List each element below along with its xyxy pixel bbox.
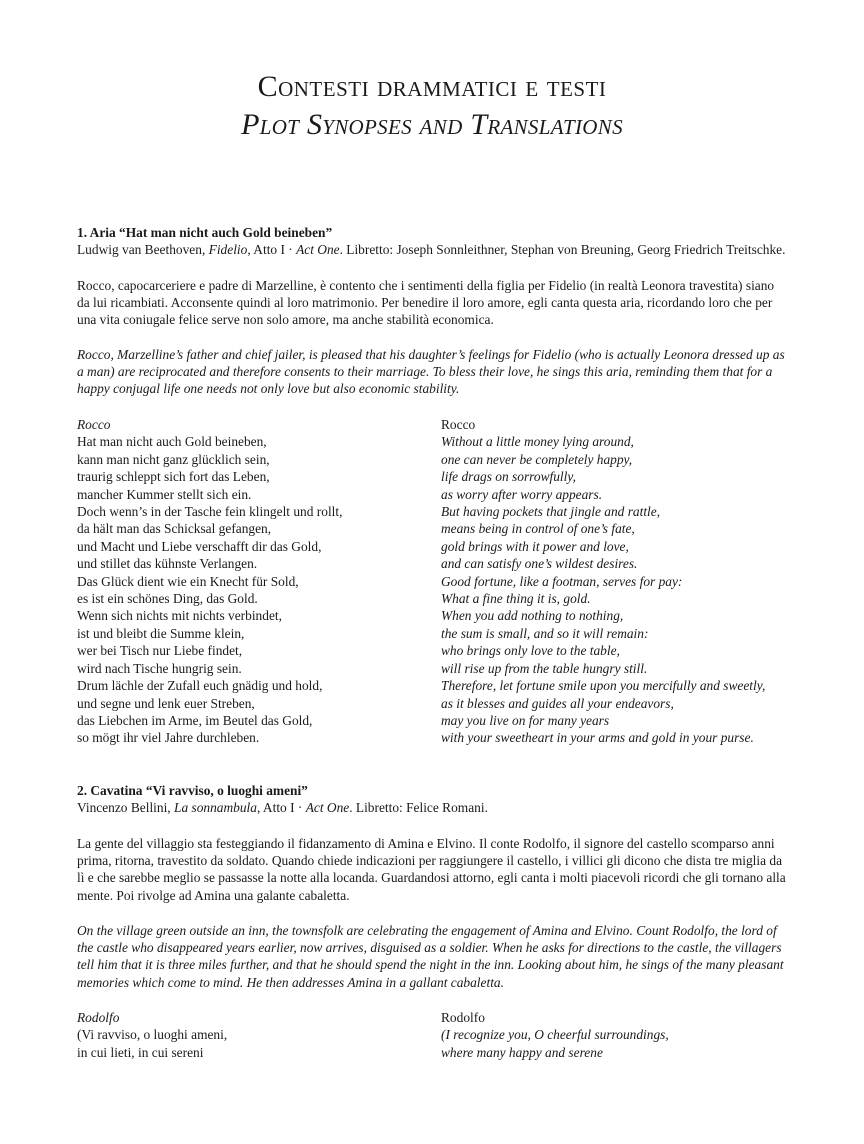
section-1-header [77, 224, 789, 258]
credit-work: La sonnambula [174, 800, 257, 816]
section-2-lyrics-translation [441, 1009, 821, 1061]
lyric-line: es ist ein schönes Ding, das Gold. [77, 591, 258, 607]
translation-line: where many happy and serene [441, 1044, 603, 1060]
translation-line: means being in control of one’s fate, [441, 521, 635, 537]
credit-prefix: Ludwig van Beethoven, [77, 242, 209, 258]
credit-suffix: . Libretto: Joseph Sonnleithner, Stephan von Breuning, Georg Friedrich Treitschke. [339, 242, 786, 258]
section-1-lyrics-original [77, 416, 427, 747]
lyric-line: (Vi ravviso, o luoghi ameni, [77, 1027, 228, 1043]
translation-line: When you add nothing to nothing, [441, 608, 624, 624]
lyric-line: Hat man nicht auch Gold beineben, [77, 434, 267, 450]
section-2-synopsis-english: On the village green outside an inn, the townsfolk are celebrating the engagement of Amina and Elvino. Count Rodolfo, the lord of the castle who disappeared years earlier, now arrives, disguised as a soldier. When he asks for directions to the castle, the villagers tell him that it is three miles further, and that he should spend the night in the inn. Looking about him, he sings of the many pleasant memories which come to mind. He then addresses Amina in a gallant cabaletta. [77, 923, 784, 990]
translation-line: (I recognize you, O cheerful surroundings, [441, 1027, 669, 1043]
translation-line: as it blesses and guides all your endeavors, [441, 695, 674, 711]
section-1-lyrics-translation [441, 416, 821, 747]
translation-line: with your sweetheart in your arms and gold in your purse. [441, 730, 754, 746]
translation-line: Without a little money lying around, [441, 434, 634, 450]
title-italian: Contesti drammatici e testi [257, 70, 607, 103]
section-1-credit [77, 241, 789, 258]
lyric-line: Wenn sich nichts mit nichts verbindet, [77, 608, 282, 624]
lyric-line: wer bei Tisch nur Liebe findet, [77, 643, 243, 659]
credit-work: Fidelio [208, 242, 248, 258]
section-2-heading: 2. Cavatina “Vi ravviso, o luoghi ameni” [77, 783, 308, 798]
translation-line: as worry after worry appears. [441, 486, 603, 502]
section-2-credit [77, 799, 789, 816]
lyric-line: Das Glück dient wie ein Knecht für Sold, [77, 573, 299, 589]
section-2-synopsis-italian: La gente del villaggio sta festeggiando il fidanzamento di Amina e Elvino. Il conte Rodolfo, il signore del castello scomparso anni prima, ritorna, travestito da soldato. Quando chiede indicazioni per raggiungere il castello, i villici gli dicono che dista tre miglia da lì e che sarebbe meglio se passasse la notte alla locanda. Guardandosi attorno, egli canta i molti piacevoli ricordi che gli tornano alla mente. Poi rivolge ad Amina una galante cabaletta. [77, 836, 786, 903]
translation-line: may you live on for many years [441, 712, 610, 728]
lyric-line: traurig schleppt sich fort das Leben, [77, 469, 270, 485]
credit-mid: , Atto I · [256, 800, 306, 816]
lyric-line: und segne und lenk euer Streben, [77, 695, 255, 711]
section-2-header [77, 782, 789, 816]
section-1-heading: 1. Aria “Hat man nicht auch Gold beineben” [77, 225, 333, 240]
credit-act-en: Act One [296, 242, 340, 258]
section-1-synopsis-italian: Rocco, capocarceriere e padre di Marzelline, è contento che i sentimenti della figlia per Fidelio (in realtà Leonora travestita) siano da lui ricambiati. Acconsente quindi al loro matrimonio. Per benedire il loro amore, egli canta questa aria, ricordando loro che per una vita coniugale felice serve non solo amore, ma anche stabilità economica. [77, 278, 775, 328]
speaker-label: Rocco [441, 417, 476, 432]
section-1-synopsis-english: Rocco, Marzelline’s father and chief jailer, is pleased that his daughter’s feelings for Fidelio (who is actually Leonora dressed up as a man) are reciprocated and therefore consents to their marriage. To bless their love, he sings this aria, reminding them that for a happy conjugal life one needs not only love but also economic stability. [77, 347, 785, 397]
lyric-line: das Liebchen im Arme, im Beutel das Gold, [77, 712, 313, 728]
credit-suffix: . Libretto: Felice Romani. [349, 800, 488, 816]
translation-line: Good fortune, like a footman, serves for pay: [441, 573, 683, 589]
lyric-line: Drum lächle der Zufall euch gnädig und hold, [77, 678, 323, 694]
lyric-line: und stillet das kühnste Verlangen. [77, 556, 258, 572]
lyric-line: wird nach Tische hungrig sein. [77, 660, 242, 676]
section-2-lyrics-original [77, 1009, 427, 1061]
credit-mid: , Atto I · [247, 242, 297, 258]
translation-line: and can satisfy one’s wildest desires. [441, 556, 638, 572]
translation-line: who brings only love to the table, [441, 643, 620, 659]
translation-line: gold brings with it power and love, [441, 538, 629, 554]
translation-line: life drags on sorrowfully, [441, 469, 576, 485]
lyric-line: Doch wenn’s in der Tasche fein klingelt und rollt, [77, 504, 343, 520]
translation-line: one can never be completely happy, [441, 451, 633, 467]
speaker-label: Rodolfo [441, 1010, 485, 1025]
lyric-line: da hält man das Schicksal gefangen, [77, 521, 272, 537]
speaker-label: Rocco [77, 417, 111, 432]
lyric-line: so mögt ihr viel Jahre durchleben. [77, 730, 260, 746]
page-title [0, 68, 864, 144]
credit-prefix: Vincenzo Bellini, [77, 800, 174, 816]
lyric-line: mancher Kummer stellt sich ein. [77, 486, 252, 502]
translation-line: But having pockets that jingle and rattle, [441, 504, 661, 520]
title-english: Plot Synopses and Translations [241, 108, 623, 141]
translation-line: the sum is small, and so it will remain: [441, 625, 649, 641]
lyric-line: kann man nicht ganz glücklich sein, [77, 451, 270, 467]
translation-line: Therefore, let fortune smile upon you mercifully and sweetly, [441, 678, 766, 694]
lyric-line: ist und bleibt die Summe klein, [77, 625, 245, 641]
lyric-line: und Macht und Liebe verschafft dir das Gold, [77, 538, 322, 554]
translation-line: What a fine thing it is, gold. [441, 591, 591, 607]
speaker-label: Rodolfo [77, 1010, 120, 1025]
translation-line: will rise up from the table hungry still. [441, 660, 648, 676]
credit-act-en: Act One [305, 800, 350, 816]
lyric-line: in cui lieti, in cui sereni [77, 1044, 204, 1060]
